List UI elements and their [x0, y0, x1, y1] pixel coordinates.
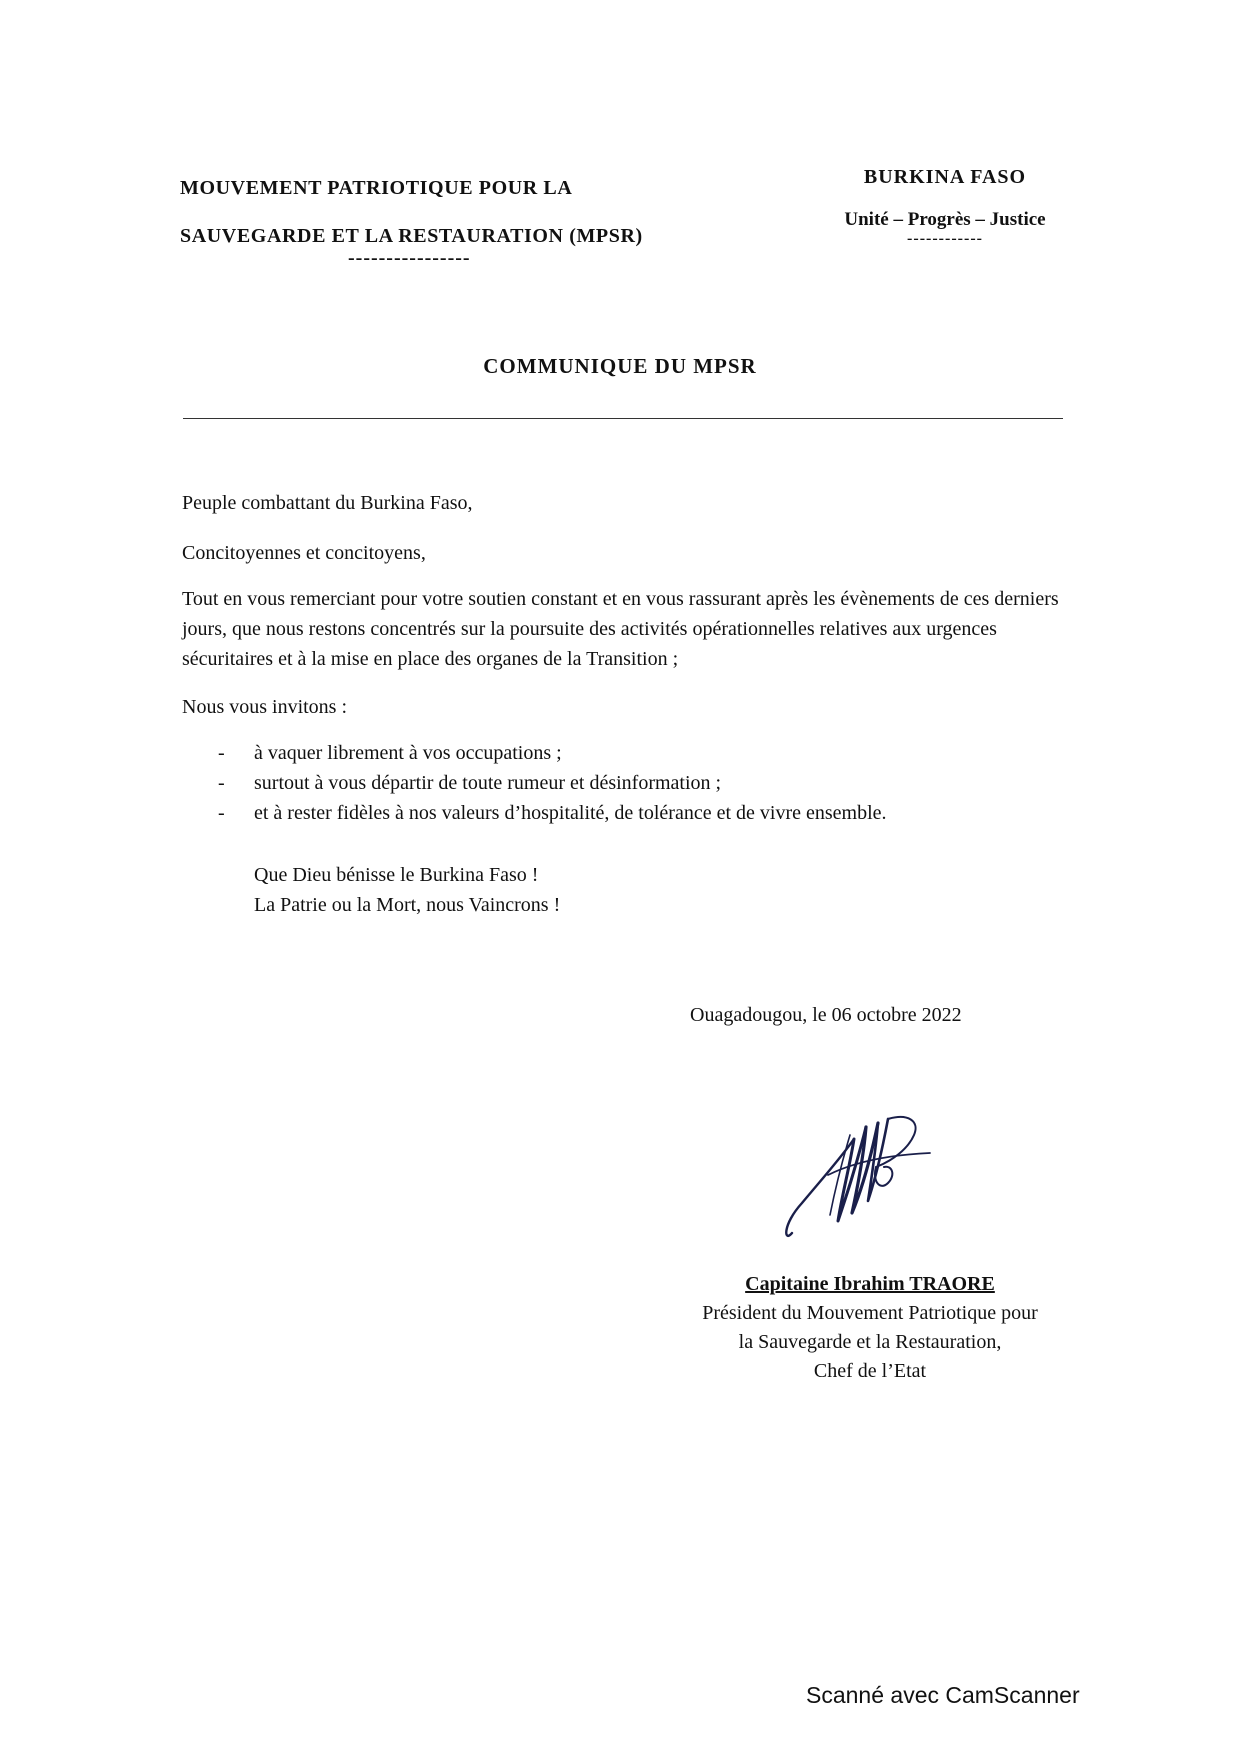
list-item: [182, 738, 1062, 768]
organization-name-line-1: MOUVEMENT PATRIOTIQUE POUR LA: [180, 177, 573, 199]
title-divider: [183, 418, 1063, 419]
list-item: [182, 798, 1062, 828]
list-item-text: et à rester fidèles à nos valeurs d’hospitalité, de tolérance et de vivre ensemble.: [254, 802, 887, 824]
main-paragraph: Tout en vous remerciant pour votre soutien constant et en vous rassurant après les évènements de ces derniers jours, que nous restons concentrés sur la poursuite des activités opérationnelles relatives aux urgences sécuritaires et à la mise en place des organes de la Transition ;: [182, 588, 1059, 670]
closing-block: [182, 860, 1062, 920]
bullet-marker: -: [218, 742, 225, 764]
organization-header: [180, 164, 700, 269]
signatory-title-line-2: la Sauvegarde et la Restauration,: [738, 1331, 1002, 1353]
signatory-title-line-1: Président du Mouvement Patriotique pour: [702, 1302, 1038, 1324]
organization-separator: ----------------: [348, 247, 471, 269]
closing-blessing: Que Dieu bénisse le Burkina Faso !: [254, 864, 539, 886]
scanner-watermark: Scanné avec CamScanner: [806, 1682, 1080, 1708]
salutation-people: Peuple combattant du Burkina Faso,: [182, 492, 473, 514]
place-and-date: Ouagadougou, le 06 octobre 2022: [690, 1004, 962, 1026]
invitation-list: [182, 738, 1062, 828]
bullet-marker: -: [218, 772, 225, 794]
signatory-name: Capitaine Ibrahim TRAORE: [745, 1273, 995, 1295]
state-separator: ------------: [907, 230, 983, 247]
list-item-text: à vaquer librement à vos occupations ;: [254, 742, 562, 764]
document-title: COMMUNIQUE DU MPSR: [483, 354, 757, 378]
bullet-marker: -: [218, 802, 225, 824]
list-item-text: surtout à vous départir de toute rumeur et désinformation ;: [254, 772, 722, 794]
country-name: BURKINA FASO: [863, 166, 1027, 188]
handwritten-signature: [780, 1105, 940, 1245]
salutation-citizens: Concitoyennes et concitoyens,: [182, 542, 426, 564]
list-item: [182, 768, 1062, 798]
signatory-block: [640, 1270, 1100, 1386]
national-motto: Unité – Progrès – Justice: [844, 209, 1046, 230]
closing-motto: La Patrie ou la Mort, nous Vaincrons !: [254, 894, 561, 916]
invitation-intro: Nous vous invitons :: [182, 696, 348, 718]
signatory-title-line-3: Chef de l’Etat: [813, 1360, 927, 1382]
state-header: [820, 164, 1070, 246]
communique-body: [182, 488, 1062, 920]
organization-name-line-2: SAUVEGARDE ET LA RESTAURATION (MPSR): [180, 225, 643, 247]
